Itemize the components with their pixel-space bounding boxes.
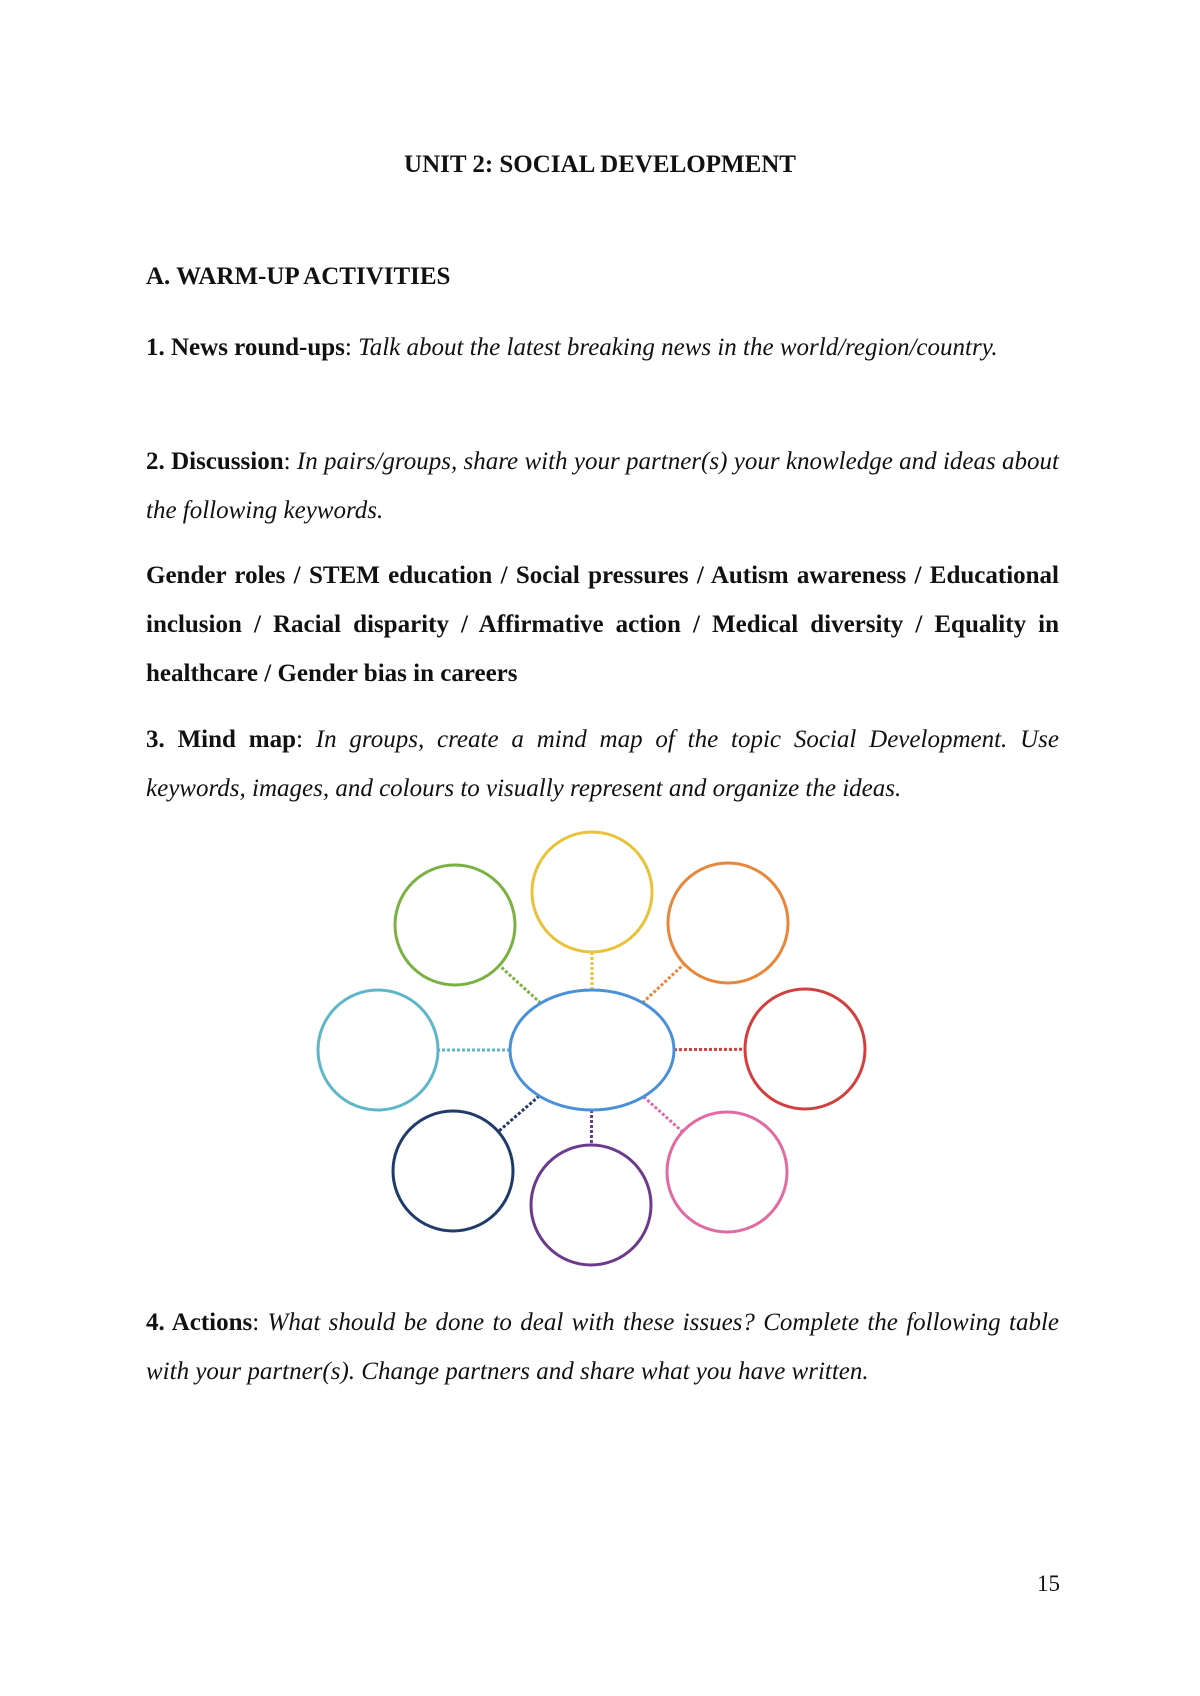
activity-separator: : [252, 1309, 268, 1336]
activity-actions [146, 1298, 1059, 1396]
activity-discussion [146, 437, 1059, 535]
bubble-bottom [531, 1145, 651, 1265]
mind-map-diagram [300, 820, 900, 1270]
bubble-top-left [395, 865, 515, 985]
page-title: UNIT 2: SOCIAL DEVELOPMENT [404, 151, 796, 178]
connector-top-right [643, 964, 685, 1003]
activity-separator: : [295, 726, 316, 753]
activity-label: 3. Mind map [146, 726, 296, 753]
activity-mind-map [146, 715, 1059, 813]
activity-instruction: In pairs/groups, share with your partner(s) your knowledge and ideas about the following keywords. [146, 448, 1059, 524]
section-heading: A. WARM-UP ACTIVITIES [146, 263, 451, 290]
activity-separator: : [344, 334, 359, 361]
activity-label: 2. Discussion [146, 448, 284, 475]
bubble-top-right [668, 863, 788, 983]
bubble-left [318, 990, 438, 1110]
page-number: 15 [1037, 1571, 1060, 1596]
activity-instruction: What should be done to deal with these issues? Complete the following table with your partner(s). Change partners and share what you have written. [146, 1309, 1059, 1385]
activity-separator: : [283, 448, 297, 475]
activity-instruction: In groups, create a mind map of the topic Social Development. Use keywords, images, and colours to visually represent and organize the ideas. [146, 726, 1059, 802]
center-bubble [510, 990, 674, 1110]
bubble-right [745, 989, 865, 1109]
connector-bottom-left [498, 1096, 539, 1132]
keywords-list: Gender roles / STEM education / Social pressures / Autism awareness / Educational inclusion / Racial disparity / Affirmative action / Medical diversity / Equality in healthcare / Gender bias in careers [146, 562, 1059, 687]
connector-top-left [499, 965, 540, 1003]
connector-bottom-right [644, 1097, 683, 1132]
activity-news-roundups [146, 323, 1059, 372]
activity-label: 4. Actions [146, 1309, 253, 1336]
bubble-top [532, 832, 652, 952]
activity-instruction: Talk about the latest breaking news in the world/region/country. [358, 334, 998, 361]
bubble-bottom-left [393, 1111, 513, 1231]
activity-label: 1. News round-ups [146, 334, 345, 361]
bubble-bottom-right [667, 1112, 787, 1232]
